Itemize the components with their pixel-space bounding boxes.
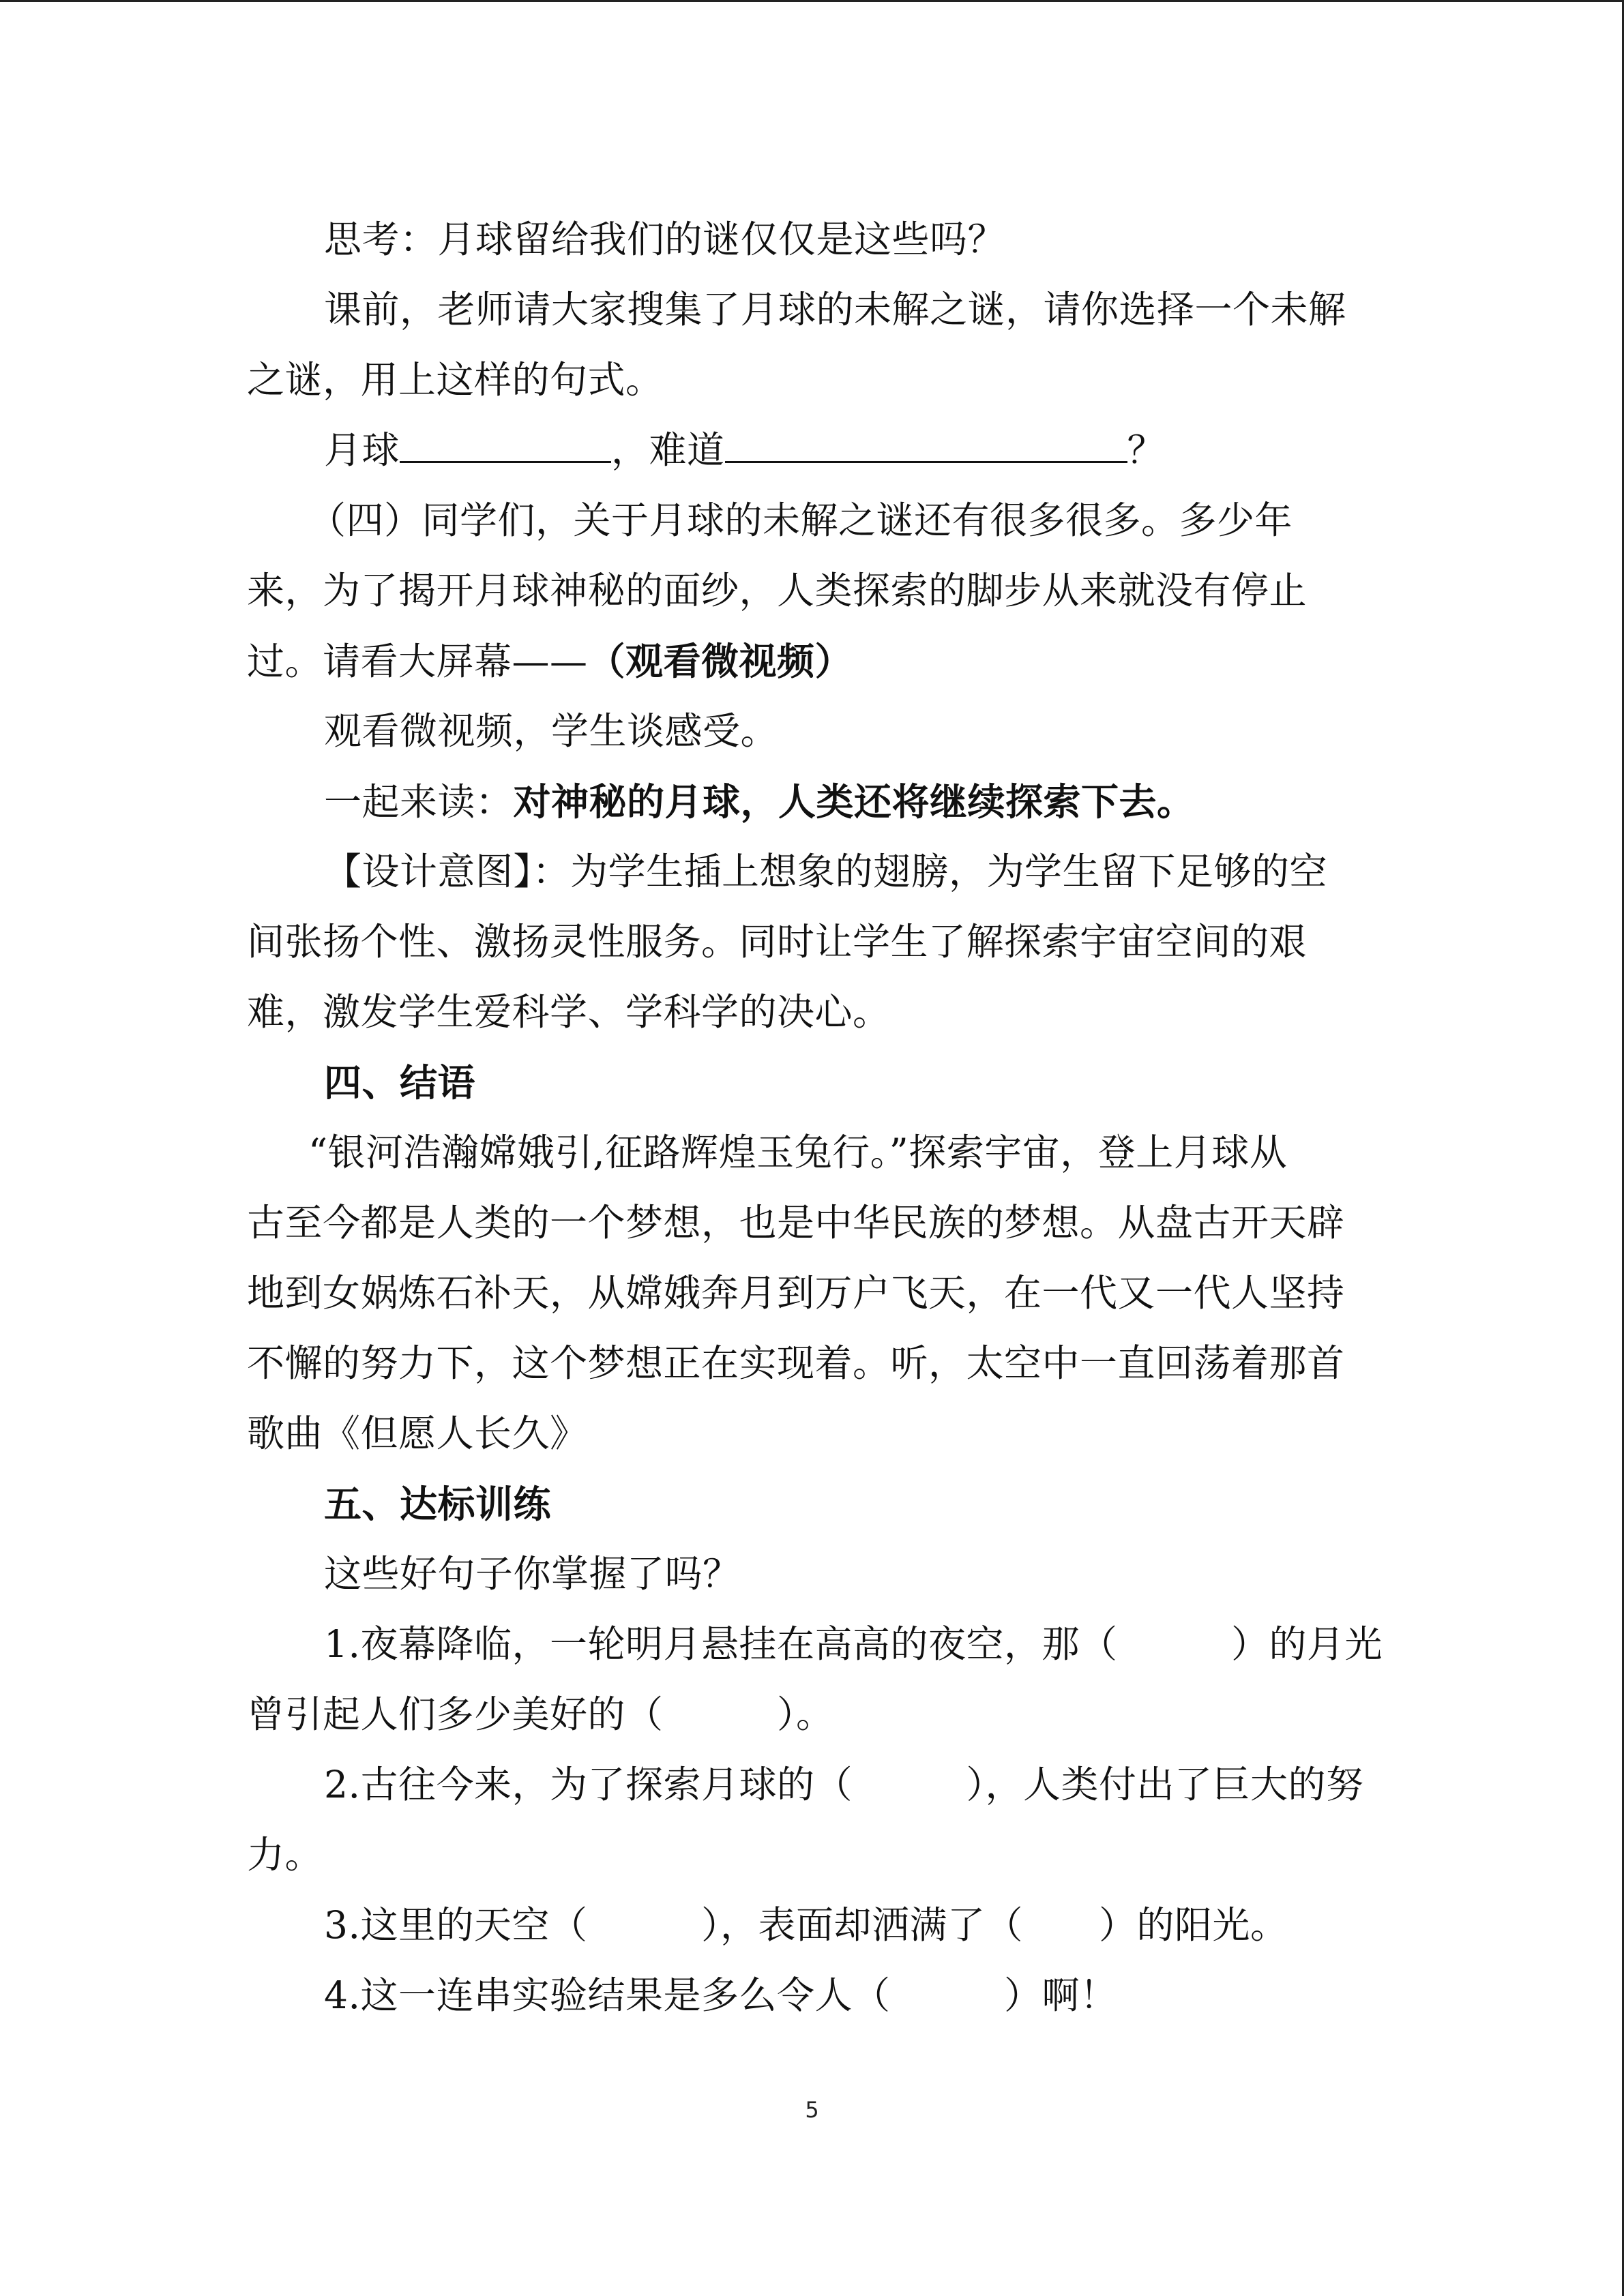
paragraph-line: 观看微视频，学生谈感受。 xyxy=(324,709,779,753)
paragraph-line xyxy=(247,766,1379,837)
sentence-part: 过。请看大屏幕—— xyxy=(247,640,588,683)
paragraph-line: 难，激发学生爱科学、学科学的决心。 xyxy=(247,990,891,1034)
paragraph-line: 地到女娲炼石补天，从嫦娥奔月到万户飞天，在一代又一代人坚持 xyxy=(247,1271,1345,1315)
bold-reading-sentence: 对神秘的月球，人类还将继续探索下去。 xyxy=(513,779,1195,824)
fill-blank xyxy=(725,423,1127,463)
paragraph-line: 间张扬个性、激扬灵性服务。同时让学生了解探索宇宙空间的艰 xyxy=(247,920,1308,964)
paragraph-line: 不懈的努力下，这个梦想正在实现着。听，太空中一直回荡着那首 xyxy=(247,1341,1345,1385)
paragraph-line: 古至今都是人类的一个梦想，也是中华民族的梦想。从盘古开天辟 xyxy=(247,1201,1345,1244)
fill-in-sentence-pattern xyxy=(247,415,1379,486)
exercise-item-continued: 力。 xyxy=(247,1833,323,1877)
bold-note: （观看微视频） xyxy=(587,639,853,683)
paragraph-line: 课前，老师请大家搜集了月球的未解之谜，请你选择一个未解 xyxy=(324,288,1346,331)
paragraph-line xyxy=(247,626,1379,696)
paragraph-line: 这些好句子你掌握了吗？ xyxy=(324,1552,741,1596)
sentence-part: 一起来读： xyxy=(324,780,514,824)
exercise-item: 1.夜幕降临，一轮明月悬挂在高高的夜空，那（ ）的月光 xyxy=(324,1622,1383,1666)
design-intent-line: 【设计意图】：为学生插上想象的翅膀，为学生留下足够的空 xyxy=(324,850,1328,893)
paragraph-line: 思考：月球留给我们的谜仅仅是这些吗？ xyxy=(324,218,1006,261)
sentence-part: 月球 xyxy=(324,428,400,472)
paragraph-line: 来，为了揭开月球神秘的面纱，人类探索的脚步从来就没有停止 xyxy=(247,569,1308,612)
exercise-item: 4.这一连串实验结果是多么令人（ ）啊！ xyxy=(324,1973,1118,2017)
sentence-part: ，难道 xyxy=(611,428,725,472)
paragraph-line: “银河浩瀚嫦娥引,征路辉煌玉兔行。”探索宇宙，登上月球从 xyxy=(308,1131,1288,1174)
sentence-part: ？ xyxy=(1127,428,1166,472)
fill-blank xyxy=(400,423,611,463)
page-top-border xyxy=(0,0,1624,2)
paragraph-line: 歌曲《但愿人长久》 xyxy=(247,1412,588,1455)
exercise-item: 3.这里的天空（ ），表面却洒满了（ ）的阳光。 xyxy=(324,1903,1288,1947)
paragraph-line: 之谜，用上这样的句式。 xyxy=(247,358,664,402)
section-heading: 五、达标训练 xyxy=(324,1482,552,1526)
exercise-item-continued: 曾引起人们多少美好的（ ）。 xyxy=(247,1693,834,1736)
document-body xyxy=(247,205,1383,2031)
exercise-item: 2.古往今来，为了探索月球的（ ），人类付出了巨大的努 xyxy=(324,1763,1364,1806)
section-heading: 四、结语 xyxy=(324,1060,476,1105)
page-number: 5 xyxy=(805,2097,819,2123)
paragraph-line: （四）同学们，关于月球的未解之谜还有很多很多。多少年 xyxy=(308,498,1293,542)
